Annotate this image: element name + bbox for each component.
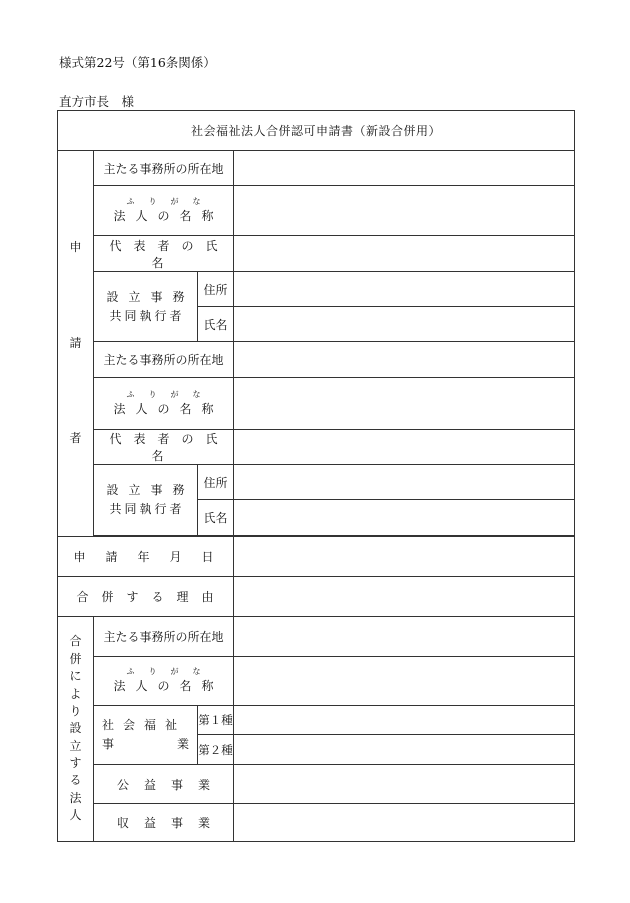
furigana-label: ふりがな	[126, 667, 215, 677]
representative-label: 代表者の氏名	[94, 430, 234, 465]
public-interest-label: 公益事業	[94, 765, 234, 804]
new-corp-name-field[interactable]	[234, 657, 575, 706]
executor-name-label: 氏名	[198, 500, 234, 536]
furigana-label: ふりがな	[126, 196, 215, 206]
executor-address-field[interactable]	[234, 272, 575, 307]
corp-name-label: ふりがな 法人の名称	[94, 378, 234, 430]
type1-field[interactable]	[234, 706, 575, 735]
executor-name-field[interactable]	[234, 307, 575, 342]
executor-address-label: 住所	[198, 465, 234, 500]
merger-reason-label: 合併する理由	[58, 577, 234, 617]
application-date-field[interactable]	[234, 537, 575, 577]
corp-name-field[interactable]	[234, 186, 575, 236]
representative-label: 代表者の氏名	[94, 236, 234, 272]
type2-label: 第２種	[198, 735, 234, 765]
executor-name-field[interactable]	[234, 500, 575, 536]
profit-business-label: 収益事業	[94, 804, 234, 842]
addressee: 直方市長 様	[59, 94, 135, 109]
representative-field[interactable]	[234, 236, 575, 272]
merger-reason-field[interactable]	[234, 577, 575, 617]
application-form-table	[57, 110, 575, 842]
new-office-location-label: 主たる事務所の所在地	[94, 617, 234, 657]
executor-address-field[interactable]	[234, 465, 575, 500]
type1-label: 第１種	[198, 706, 234, 735]
corp-name-label: ふりがな 法人の名称	[94, 186, 234, 236]
office-location-label: 主たる事務所の所在地	[94, 151, 234, 186]
corp-name-field[interactable]	[234, 378, 575, 430]
welfare-business-label: 社会福祉 事 業	[94, 706, 198, 765]
furigana-label: ふりがな	[126, 389, 215, 399]
form-title: 社会福祉法人合併認可申請書（新設合併用）	[58, 111, 575, 151]
public-interest-field[interactable]	[234, 765, 575, 804]
office-location-field[interactable]	[234, 151, 575, 186]
applicant-group-label: 申 請 者	[58, 151, 94, 537]
representative-field[interactable]	[234, 430, 575, 465]
executor-label: 設立事務 共同執行者	[94, 465, 198, 536]
executor-label: 設立事務 共同執行者	[94, 272, 198, 342]
executor-address-label: 住所	[198, 272, 234, 307]
office-location-label: 主たる事務所の所在地	[94, 342, 234, 378]
new-corp-name-label: ふりがな 法人の名称	[94, 657, 234, 706]
executor-name-label: 氏名	[198, 307, 234, 342]
new-office-location-field[interactable]	[234, 617, 575, 657]
profit-business-field[interactable]	[234, 804, 575, 842]
type2-field[interactable]	[234, 735, 575, 765]
application-date-label: 申 請 年 月 日	[58, 537, 234, 577]
form-reference: 様式第22号（第16条関係）	[59, 55, 216, 70]
office-location-field[interactable]	[234, 342, 575, 378]
new-corp-group-label: 合 併 に よ り 設 立 す る 法 人	[58, 617, 94, 842]
